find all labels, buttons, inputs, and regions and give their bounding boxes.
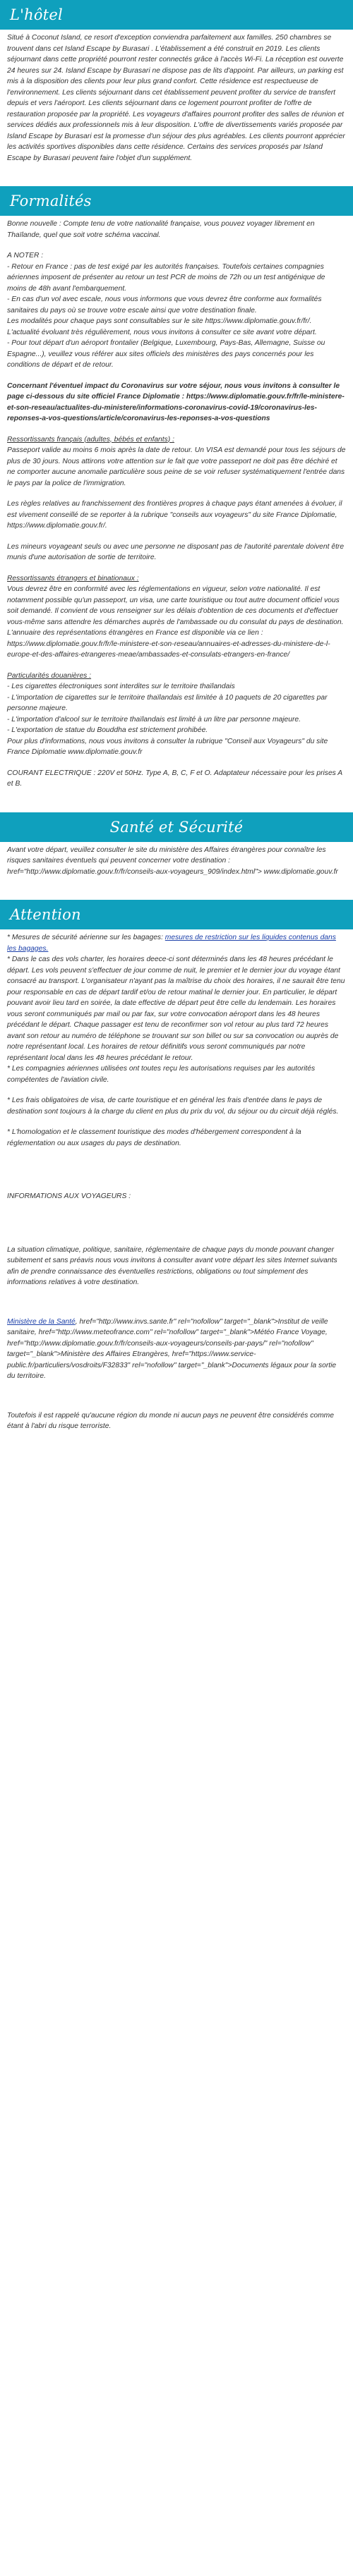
douane-title: Particularités douanières :	[7, 671, 92, 680]
frais-text: * Les frais obligatoires de visa, de carte touristique et en général les frais d'entrée dans le pays de destination sont toujours à la charge du client en plus du prix du vol, du séjour ou du circuit déjà réglés.	[7, 1097, 339, 1116]
nota-line: - Retour en France : pas de test exigé par les autorités françaises. Toutefois certaines compagnies aériennes imposent de présenter au retour un test PCR de moins de 72h ou un test antigénique de moins de 48h avant l'embarquement.	[7, 262, 325, 293]
ministere-sante-link[interactable]: Ministère de la Santé	[7, 1317, 76, 1326]
attention-heading: Attention	[10, 906, 81, 923]
sante-heading: Santé et Sécurité	[109, 818, 244, 836]
hotel-content	[0, 30, 353, 168]
formalites-heading: Formalités	[10, 193, 92, 209]
situation-text: La situation climatique, politique, sanitaire, réglementaire de chaque pays du monde pouvant changer subitement et sans préavis nous vous invitons à consulter avant votre départ les sites Internet suivants afin de prendre connaissance des éventuelles restrictions, obligations ou tout simplement des informations relatives à votre destination.	[7, 1245, 337, 1286]
nota-title: A NOTER :	[7, 252, 44, 260]
terrorism-notice: Toutefois il est rappelé qu'aucune région du monde ni aucun pays ne peuvent être considérés comme étant à l'abri du risque terroriste.	[7, 1411, 334, 1430]
hotel-description: Situé à Coconut Island, ce resort d'exception conviendra parfaitement aux familles. 250 chambres se trouvent dans cet Island Escape by Burasari . L'établissement a été construit en 2019. Les clients séjournant dans cette propriété pourront rester connectés grâce à l'accès Wi-Fi. La réception est ouverte 24 heures sur 24. Island Escape by Burasari ne dispose pas de lits d'appoint. Par ailleurs, un parking est mis à la disposition des clients pour leur plus grand confort. Cette résidence est respectueuse de l'environnement. Les clients séjournant dans cet établissement peuvent profiter du service de transfert depuis et vers l'aéroport. Les clients séjournant dans ce logement pourront profiter de l'offre de restauration proposée par la propriété. Les voyageurs d'affaires pourront profiter des salles de réunion et services dédiés aux professionnels mis à leur disposition. L'offre de divertissements variés proposée par Island Escape by Burasari est la promesse d'un séjour des plus agréables. Les clients pourront apprécier les activités sportives disponibles dans cette résidence. Certains des services proposés par Island Escape by Burasari peuvent faire l'objet d'un supplément.	[7, 34, 345, 162]
attention-section-header	[0, 900, 353, 929]
mineurs-text: Les mineurs voyageant seuls ou avec une personne ne disposant pas de l'autorité parentale doivent être munis d'une autorisation de sortie de territoire.	[7, 542, 345, 561]
measures-prefix: * Mesures de sécurité aérienne sur les bagages:	[7, 934, 165, 941]
binationaux-title: Ressortissants étrangers et binationaux :	[7, 574, 139, 582]
douane-line: - Les cigarettes électroniques sont interdites sur le territoire thaïlandais	[7, 683, 235, 690]
nota-line: Les modalités pour chaque pays sont consultables sur le site https://www.diplomatie.gouv.fr/fr/. L'actualité évoluant très régulièrement, nous vous invitons à consulter ce site avant votre départ.	[7, 317, 317, 336]
hotel-heading: L'hôtel	[10, 6, 63, 23]
sante-section-header	[0, 812, 353, 842]
douane-line: - L'importation d'alcool sur le territoire thaïlandais est limité à un litre par personne majeure.	[7, 715, 301, 724]
douane-line: - L'importation de cigarettes sur le territoire thaïlandais est limitée à 10 paquets de 20 cigarettes par personne majeure.	[7, 693, 328, 712]
coronavirus-notice: Concernant l'éventuel impact du Coronavirus sur votre séjour, nous vous invitons à consulter le page ci-dessous du site officiel France Diplomatie : https://www.diplomatie.gouv.fr/fr/le-ministere-et-son-reseau/actualites-du-ministere/informations-coronavirus-covid-19/coronavirus-les-reponses-a-vos-questions/article/coronavirus-les-reponses-a-vos-questions	[7, 381, 345, 422]
regles-text: Les règles relatives au franchissement des frontières propres à chaque pays étant amenées à évoluer, il est vivement conseillé de se reporter à la rubrique "conseils aux voyageurs" du site France Diplomatie, https://www.diplomatie.gouv.fr/.	[7, 500, 342, 530]
courant-text: COURANT ELECTRIQUE : 220V et 50Hz. Type A, B, C, F et O. Adaptateur nécessaire pour les prises A et B.	[7, 769, 342, 788]
ressortissants-title: Ressortissants français (adultes, bébés et enfants) :	[7, 435, 174, 444]
formalites-intro: Bonne nouvelle : Compte tenu de votre nationalité française, vous pouvez voyager librement en Thaïlande, quel que soit votre schéma vaccinal.	[7, 220, 315, 239]
douane-line: Pour plus d'informations, nous vous invitons à consulter la rubrique "Conseil aux Voyageurs" du site France Diplomatie www.diplomatie.gouv.fr	[7, 737, 328, 756]
infos-voyageurs-title: INFORMATIONS AUX VOYAGEURS :	[7, 1192, 131, 1200]
horaires-text: * Dans le cas des vols charter, les horaires deece-ci sont déterminés dans les 48 heures précédant le départ. Les vols peuvent s'effectuer de jour comme de nuit, le premier et le dernier jour du voyage étant consacré au transport. L'organisateur n'ayant pas la maîtrise du choix des horaires, il ne saurait être tenu pour responsable en cas de départ tardif et/ou de retour matinal le dernier jour. En particulier, le départ pouvant avoir lieu tard en soirée, la date effective de départ peut être celle du lendemain. Les horaires vous seront communiqués par mail ou par fax, sur votre convocation aéroport dans les 48 heures précédant le départ. Chaque passager est tenu de reconfirmer son vol retour au plus tard 72 heures avant son retour au numéro de téléphone se trouvant sur son billet ou sur sa convocation ou auprès de notre représentant local. Les horaires de retour définitifs vous seront communiqués par notre représentant local dans les 48 heures précédant le retour.	[7, 956, 345, 1062]
formalites-section-header	[0, 186, 353, 216]
nota-line: - Pour tout départ d'un aéroport frontalier (Belgique, Luxembourg, Pays-Bas, Allemagne, Suisse ou Espagne...), veuillez vous référer aux sites officiels des ministères des pays concernés pour les conditions de départ et de retour.	[7, 339, 325, 369]
binationaux-text: Vous devrez être en conformité avec les réglementations en vigueur, selon votre nationalité. Il est notamment possible qu'un passeport, un visa, une carte touristique ou tout autre document officiel vous soit demandé. Il convient de vous renseigner sur les délais d'obtention de ces documents et d'effectuer vous-même sans attendre les démarches auprès de l'ambassade ou du consulat du pays de destination.	[7, 585, 344, 626]
measures-text	[7, 932, 346, 954]
hotel-section-header	[0, 0, 353, 30]
ressortissants-text: Passeport valide au moins 6 mois après la date de retour. Un VISA est demandé pour tous les séjours de plus de 30 jours. Nous attirons votre attention sur le fait que votre passeport ne doit pas être déchiré et ne comporter aucune anomalie particulière sous peine de se voir refuser systématiquement l'entrée dans le pays par la police de l'immigration.	[7, 446, 346, 487]
hebergement-text: * L'homologation et le classement touristique des modes d'hébergement correspondent à la réglementation ou aux usages du pays de destination.	[7, 1128, 301, 1147]
liquids-restriction-link[interactable]: mesures de restriction sur les liquides contenus dans les bagages.	[7, 934, 336, 953]
nota-line: - En cas d'un vol avec escale, nous vous informons que vous devrez être conforme aux formalités sanitaires du pays où se trouve votre escale ainsi que votre destination finale.	[7, 295, 322, 315]
compagnies-text: * Les compagnies aériennes utilisées ont toutes reçu les autorisations requises par les autorités compétentes de l'aviation civile.	[7, 1065, 316, 1084]
links-text	[7, 1317, 346, 1382]
douane-line: - L'exportation de statue du Bouddha est strictement prohibée.	[7, 726, 208, 734]
attention-content	[0, 929, 353, 1436]
ambassade-text: L'annuaire des représentations étrangères en France est disponible via ce lien : https://www.diplomatie.gouv.fr/fr/le-ministere-et-son-reseau/annuaires-et-adresses-du-ministere-de-l-europe-et-des-affaires-etrangeres-meae/ambassades-et-consulats-etrangers-en-france/	[7, 629, 330, 659]
sante-content	[0, 842, 353, 882]
links-list: , href="http://www.invs.sante.fr" rel="nofollow" target="_blank">Institut de veille sanitaire, href="http://www.meteofrance.com" rel="nofollow" target="_blank">Météo France Voyage, href="http://www.diplomatie.gouv.fr/fr/conseils-aux-voyageurs/conseils-par-pays/" rel="nofollow" target="_blank">Ministère des Affaires Etrangères, href="https://www.service-public.fr/particuliers/vosdroits/F32833" rel="nofollow" target="_blank">Documents légaux pour la sortie du territoire.	[7, 1317, 337, 1380]
formalites-content	[0, 216, 353, 794]
sante-text: Avant votre départ, veuillez consulter le site du ministère des Affaires étrangères pour connaître les risques sanitaires éventuels qui peuvent concerner votre destination : href="http://www.diplomatie.gouv.fr/fr/conseils-aux-voyageurs_909/index.html"> www.diplomatie.gouv.fr	[7, 846, 338, 876]
